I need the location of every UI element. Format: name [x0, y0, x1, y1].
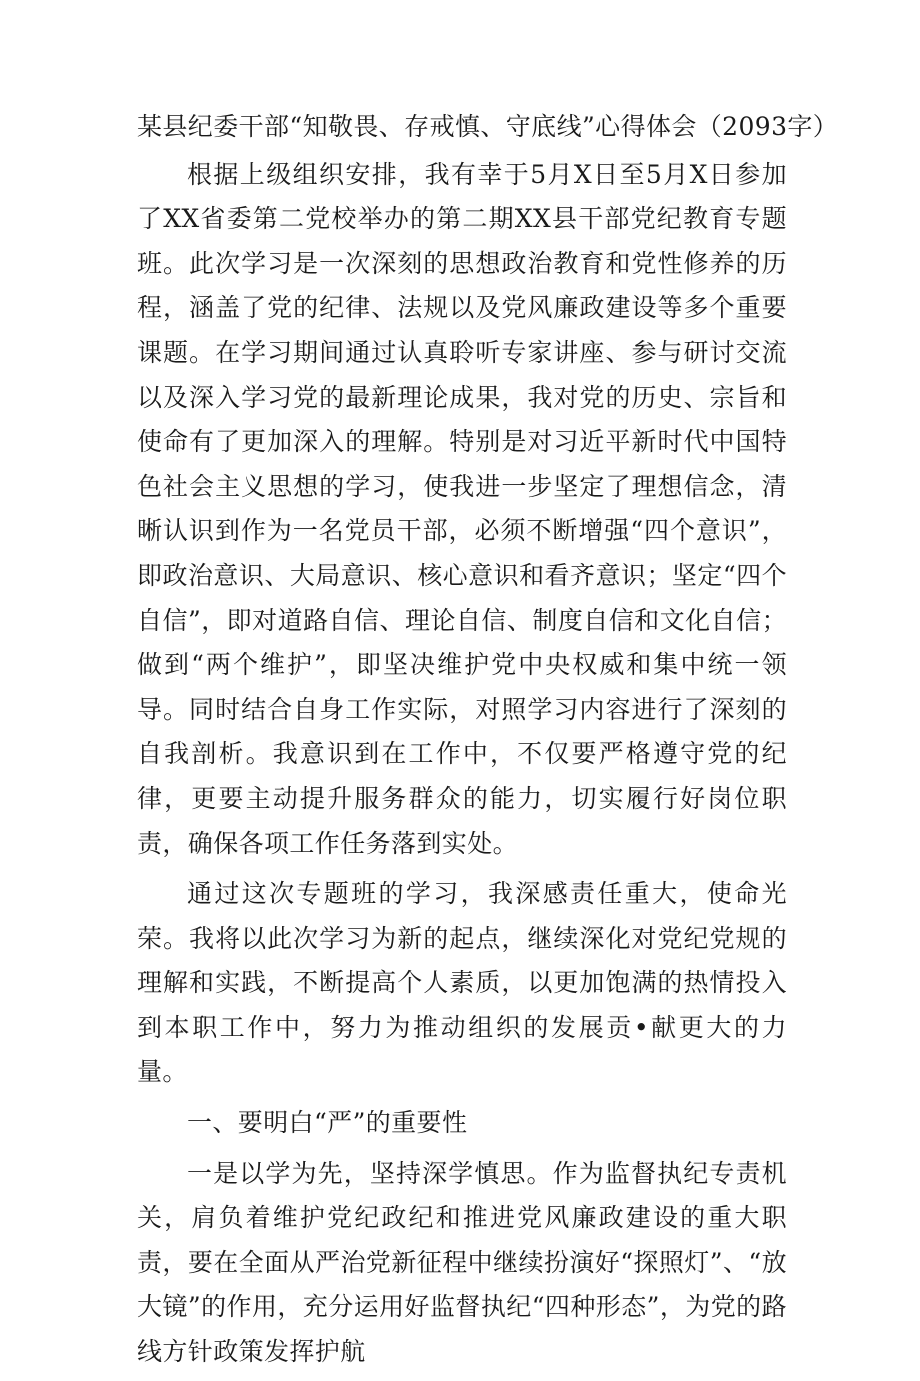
- section-paragraph: 一是以学为先，坚持深学慎思。作为监督执纪专责机关，肩负着维护党纪政纪和推进党风廉政建设的重大职责，要在全面从严治党新征程中继续扮演好“探照灯”、“放大镜”的作用，充分运用好监督执纪“四种形态”，为党的路线方针政策发挥护航: [137, 1158, 787, 1367]
- document-body: [137, 105, 839, 1381]
- paragraph-conclusion: 通过这次专题班的学习，我深感责任重大，使命光荣。我将以此次学习为新的起点，继续深化对党纪党规的理解和实践，不断提高个人素质，以更加饱满的热情投入到本职工作中，努力为推动组织的发展贡•献更大的力量。: [137, 879, 787, 1087]
- section-heading: 一、要明白“严”的重要性: [187, 1108, 468, 1138]
- paragraph-intro: 根据上级组织安排，我有幸于5月X日至5月X日参加了XX省委第二党校举办的第二期XX县干部党纪教育专题班。此次学习是一次深刻的思想政治教育和党性修养的历程，涵盖了党的纪律、法规以及党风廉政建设等多个重要课题。在学习期间通过认真聆听专家讲座、参与研讨交流以及深入学习党的最新理论成果，我对党的历史、宗旨和使命有了更加深入的理解。特别是对习近平新时代中国特色社会主义思想的学习，使我进一步坚定了理想信念，清晰认识到作为一名党员干部，必须不断增强“四个意识”，即政治意识、大局意识、核心意识和看齐意识；坚定“四个自信”，即对道路自信、理论自信、制度自信和文化自信；做到“两个维护”，即坚决维护党中央权威和集中统一领导。同时结合自身工作实际，对照学习内容进行了深刻的自我剖析。我意识到在工作中，不仅要严格遵守党的纪律，更要主动提升服务群众的能力，切实履行好岗位职责，确保各项工作任务落到实处。: [137, 159, 787, 858]
- document-title: 某县纪委干部“知敬畏、存戒慎、守底线”心得体会（2093字）: [137, 112, 839, 141]
